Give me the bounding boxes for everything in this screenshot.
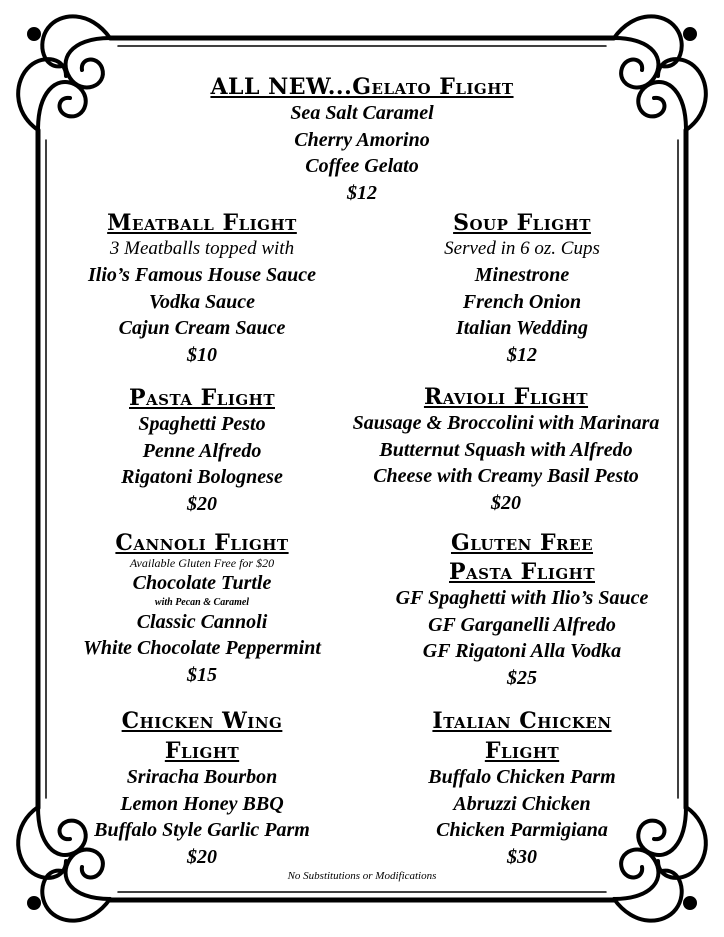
menu-item: Cherry Amorino: [294, 128, 430, 151]
chicken-wing-title-line2: Flight: [164, 738, 240, 764]
menu-item: Rigatoni Bolognese: [121, 466, 283, 488]
menu-item: Sausage & Broccolini with Marinara: [352, 412, 660, 434]
menu-item: Buffalo Chicken Parm: [428, 766, 616, 788]
price: $30: [507, 845, 537, 868]
menu-item: Cheese with Creamy Basil Pesto: [373, 465, 639, 487]
menu-item: Italian Wedding: [455, 317, 589, 339]
menu-item: White Chocolate Peppermint: [83, 637, 321, 659]
menu-item: French Onion: [462, 290, 582, 313]
cannoli-flight-section: [62, 530, 342, 689]
menu-item: Coffee Gelato: [305, 155, 419, 177]
price: $20: [187, 492, 217, 515]
menu-item: Butternut Squash with Alfredo: [379, 438, 633, 461]
gluten-free-title-line2: Pasta Flight: [449, 559, 595, 585]
chicken-wing-title-line1: Chicken Wing: [121, 708, 283, 734]
meatball-flight-section: [62, 210, 342, 369]
menu-item: Minestrone: [474, 264, 570, 286]
description: 3 Meatballs topped with: [109, 238, 295, 259]
menu-item: Buffalo Style Garlic Parm: [94, 819, 310, 841]
menu-item: Sea Salt Caramel: [290, 102, 434, 124]
price: $20: [187, 845, 217, 868]
price: $15: [187, 663, 217, 686]
footer-note: No Substitutions or Modifications: [287, 870, 437, 882]
gluten-free-title-line1: Gluten Free: [450, 530, 593, 556]
gluten-free-pasta-flight-section: [380, 530, 664, 692]
menu-item: Lemon Honey BBQ: [120, 792, 284, 815]
price: $12: [507, 343, 537, 366]
menu-item: Penne Alfredo: [142, 439, 262, 462]
ravioli-flight-section: [336, 384, 676, 517]
menu-item: GF Garganelli Alfredo: [428, 613, 616, 636]
description: Served in 6 oz. Cups: [444, 238, 600, 259]
soup-flight-title: Soup Flight: [453, 210, 591, 236]
menu-item: Chicken Parmigiana: [436, 819, 608, 841]
item-note: with Pecan & Caramel: [154, 596, 250, 608]
pasta-flight-title: Pasta Flight: [129, 385, 275, 411]
soup-flight-section: [380, 210, 664, 369]
menu-item: Chocolate Turtle: [132, 572, 272, 594]
menu-item: Spaghetti Pesto: [138, 413, 266, 435]
gelato-flight-section: [120, 74, 604, 207]
italian-chicken-flight-section: [380, 708, 664, 871]
meatball-flight-title: Meatball Flight: [107, 210, 297, 236]
ravioli-flight-title: Ravioli Flight: [423, 384, 589, 410]
chicken-wing-flight-section: [62, 708, 342, 871]
menu-item: Classic Cannoli: [136, 610, 268, 633]
italian-chicken-title-line1: Italian Chicken: [432, 708, 612, 734]
price: $20: [491, 491, 521, 514]
menu-item: Ilio’s Famous House Sauce: [88, 264, 316, 286]
menu-item: GF Spaghetti with Ilio’s Sauce: [395, 587, 649, 609]
price: $25: [507, 666, 537, 689]
gluten-free-note: Available Gluten Free for $20: [129, 556, 275, 570]
menu-item: Vodka Sauce: [148, 290, 256, 313]
menu-item: GF Rigatoni Alla Vodka: [422, 640, 622, 662]
pasta-flight-section: [62, 385, 342, 518]
price: $10: [187, 343, 217, 366]
menu-item: Abruzzi Chicken: [453, 792, 591, 815]
gelato-flight-title: ALL NEW...Gelato Flight: [210, 74, 514, 100]
menu-item: Cajun Cream Sauce: [118, 317, 286, 339]
italian-chicken-title-line2: Flight: [484, 738, 560, 764]
cannoli-flight-title: Cannoli Flight: [115, 530, 289, 556]
price: $12: [347, 181, 377, 204]
menu-item: Sriracha Bourbon: [126, 766, 278, 788]
